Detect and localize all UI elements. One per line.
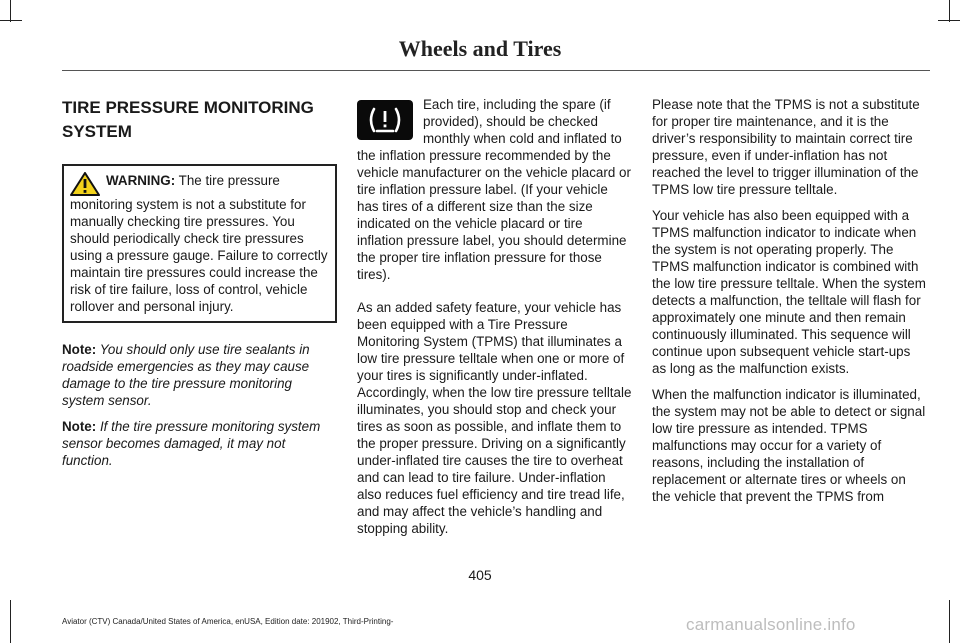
column-1	[62, 96, 337, 478]
crop-mark	[10, 600, 11, 643]
column-2	[357, 96, 632, 546]
note-text: If the tire pressure monitoring system sensor becomes damaged, it may not function.	[62, 419, 321, 468]
page-number: 405	[468, 567, 492, 583]
warning-label: WARNING:	[106, 173, 176, 188]
note-sensor	[62, 418, 337, 469]
section-title-line-2: SYSTEM	[62, 122, 132, 141]
warning-text: The tire pressure monitoring system is not a substitute for manually checking tire pressures. You should periodically check tire pressures using a pressure gauge. Failure to correctly maintain tire pressures could increase the risk of tire failure, loss of control, vehicle rollover and personal injury.	[70, 173, 328, 314]
paragraph-monthly-check: Each tire, including the spare (if provided), should be checked monthly when cold and inflated to the inflation pressure recommended by the vehicle manufacturer on the vehicle placard or tire inflation pressure label. (If your vehicle has tires of a different size than the size indicated on the vehicle placard or tire inflation pressure label, you should determine the proper tire inflation pressure for those tires).	[357, 97, 631, 282]
note-label: Note:	[62, 419, 97, 434]
paragraph-not-substitute: Please note that the TPMS is not a substitute for proper tire maintenance, and it is the driver’s responsibility to maintain correct tire pressure, even if under-inflation has not reached the level to trigger illumination of the TPMS low tire pressure telltale.	[652, 97, 920, 197]
paragraph-malfunction-indicator: Your vehicle has also been equipped with a TPMS malfunction indicator to indicate when the system is not operating properly. The TPMS malfunction indicator is combined with the low tire pressure telltale. When the system detects a malfunction, the telltale will flash for approximately one minute and then remain continuously illuminated. This sequence will continue upon subsequent vehicle start-ups as long as the malfunction exists.	[652, 208, 926, 376]
crop-mark	[0, 20, 22, 21]
note-sealants	[62, 341, 337, 409]
crop-mark	[10, 0, 11, 22]
low-tire-pressure-telltale-icon	[357, 100, 413, 140]
crop-mark	[949, 0, 950, 22]
crop-mark	[938, 20, 960, 21]
warning-triangle-icon	[70, 172, 100, 196]
header-rule	[62, 70, 930, 71]
footer-edition-info: Aviator (CTV) Canada/United States of America, enUSA, Edition date: 201902, Third-Printing-	[62, 617, 394, 626]
page-header-title: Wheels and Tires	[398, 36, 562, 61]
paragraph-malfunction-causes: When the malfunction indicator is illuminated, the system may not be able to detect or signal low tire pressure as intended. TPMS malfunctions may occur for a variety of reasons, including the installation of replacement or alternate tires or wheels on the vehicle that prevent the TPMS from	[652, 387, 926, 504]
column-3	[652, 96, 928, 514]
watermark: carmanualsonline.info	[686, 615, 856, 634]
section-title	[62, 96, 337, 144]
warning-box	[62, 164, 337, 323]
section-title-line-1: TIRE PRESSURE MONITORING	[62, 98, 314, 117]
note-text: You should only use tire sealants in roadside emergencies as they may cause damage to the tire pressure monitoring system sensor.	[62, 342, 310, 408]
crop-mark	[949, 600, 950, 643]
note-label: Note:	[62, 342, 97, 357]
paragraph-tpms-feature: As an added safety feature, your vehicle has been equipped with a Tire Pressure Monitoring System (TPMS) that illuminates a low tire pressure telltale when one or more of your tires is significantly under-inflated. Accordingly, when the low tire pressure telltale illuminates, you should stop and check your tires as soon as possible, and inflate them to the proper pressure. Driving on a significantly under-inflated tire causes the tire to overheat and can lead to tire failure. Under-inflation also reduces fuel efficiency and tire tread life, and may affect the vehicle’s handling and stopping ability.	[357, 300, 632, 536]
